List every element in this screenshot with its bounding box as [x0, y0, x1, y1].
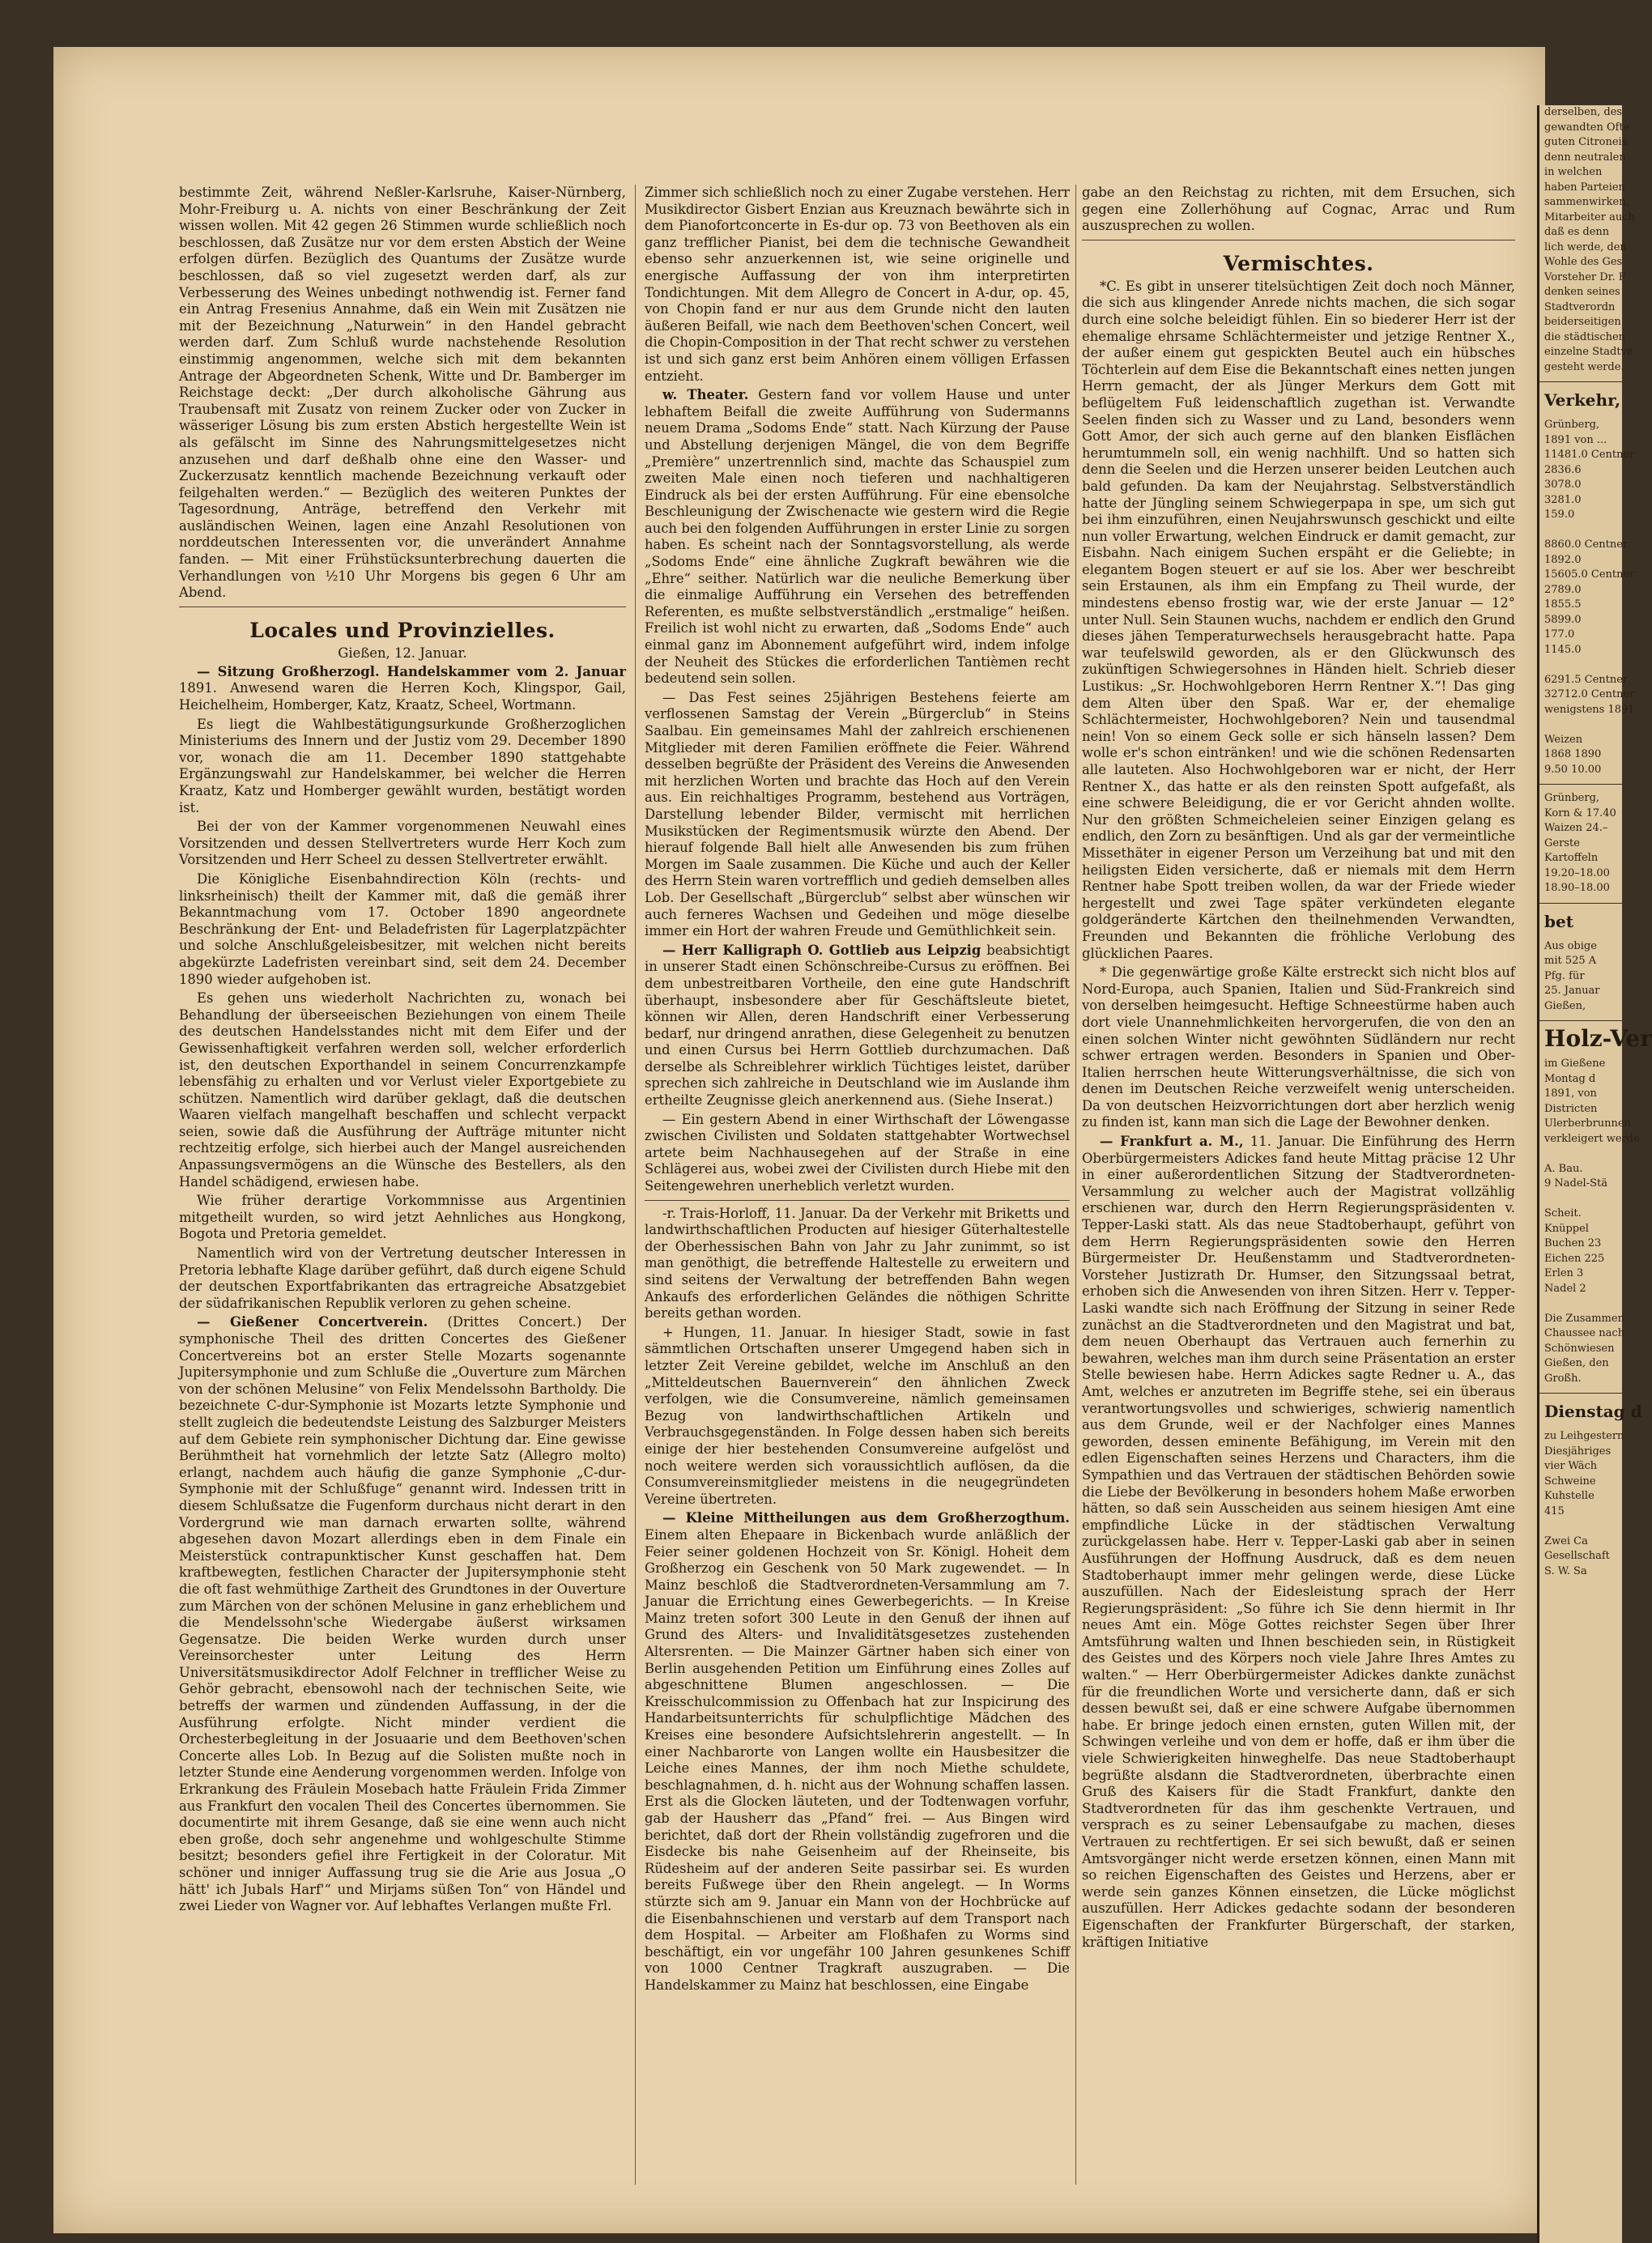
article-trais-horloff: -r. Trais-Horloff, 11. Januar. Da der Verkehr mit Briketts und landwirthschaftlichen Producten auf hiesiger Güterhaltestelle der Oberhessischen Bahn von Jahr zu Jahr zunimmt, so ist man genöthigt, die betreffende Haltestelle zu erweitern und sind seitens der Verwaltung der betreffenden Bahn wegen Ankaufs des erforderlichen Geländes die nöthigen Schritte bereits gethan worden. [645, 1205, 1070, 1322]
edge-line: Weizen [1544, 733, 1583, 746]
edge-line: A. Bau. [1544, 1162, 1583, 1175]
article-frankfurt [1082, 1134, 1515, 1951]
edge-line: 3078.0 [1544, 479, 1582, 491]
edge-line: guten Citroneis [1544, 136, 1628, 148]
edge-heading-dienstag: Dienstag d [1544, 1402, 1642, 1421]
divider [645, 1200, 1070, 1201]
edge-line: 19.20–18.00 [1544, 866, 1610, 879]
edge-line: derselben, des [1544, 106, 1623, 118]
edge-line: beiderseitigen [1544, 316, 1621, 328]
edge-line: 1145.0 [1544, 643, 1582, 656]
edge-line: 11481.0 Centner [1544, 449, 1635, 461]
edge-line: 25. Januar [1544, 985, 1600, 997]
paragraph: Bei der von der Kammer vorgenommenen Neuwahl eines Vorsitzenden und dessen Stellvertreters wurde Herr Koch zum Vorsitzenden und Herr Scheel zu dessen Stellvertreter erwählt. [179, 819, 626, 868]
edge-line: Mitarbeiter auch [1544, 211, 1635, 223]
column-2 [645, 185, 1070, 2201]
edge-line: Eichen 225 [1544, 1252, 1605, 1265]
edge-line: Gießen, [1544, 999, 1586, 1012]
edge-line: Kartoffeln [1544, 852, 1599, 864]
edge-line: Erlen 3 [1544, 1267, 1584, 1279]
article-lead: — Frankfurt a. M., [1100, 1134, 1244, 1150]
edge-line: Aus obige [1544, 939, 1597, 952]
edge-line: mit 525 A [1544, 955, 1597, 967]
edge-line: 15605.0 Centner [1544, 568, 1635, 581]
edge-line: Nadel 2 [1544, 1282, 1586, 1295]
edge-line: sammenwirken, [1544, 196, 1629, 208]
section-heading-vermischtes: Vermischtes. [1223, 251, 1374, 275]
edge-line: vier Wäch [1544, 1460, 1598, 1472]
edge-line: 2836.6 [1544, 463, 1582, 476]
edge-line [1539, 1192, 1622, 1207]
edge-line [1539, 658, 1622, 673]
divider [1539, 1393, 1622, 1394]
edge-line: 5899.0 [1544, 613, 1582, 626]
edge-line [1539, 1296, 1622, 1312]
edge-line: 177.0 [1544, 628, 1575, 641]
edge-line: Grünberg, [1544, 419, 1600, 431]
edge-holz-notice [1539, 1057, 1640, 1386]
edge-line [1539, 717, 1622, 733]
article-kalligraph [645, 943, 1070, 1109]
article-lead: — Herr Kalligraph O. Gottlieb aus Leipzig [662, 942, 981, 958]
edge-line: im Gießene [1544, 1058, 1606, 1070]
article-kleine-mittheilungen [645, 1510, 1070, 1994]
edge-line: 1855.5 [1544, 598, 1582, 611]
edge-line: Montag d [1544, 1072, 1596, 1085]
article-lead: — Kleine Mittheilungen aus dem Großherzogthum. [662, 1510, 1070, 1526]
edge-line [1539, 1147, 1622, 1162]
edge-line: einzelne Stadtve [1544, 346, 1633, 358]
edge-line: 18.90–18.00 [1544, 882, 1610, 894]
edge-text-top [1539, 105, 1635, 375]
paragraph: Namentlich wird von der Vertretung deutscher Interessen in Pretoria lebhafte Klage darüber geführt, daß durch eigene Schuld der deutschen Exportfabrikanten das ertragreiche Absatzgebiet der südafrikanischen Republik verloren zu gehen scheine. [179, 1245, 626, 1311]
edge-line [1539, 523, 1622, 538]
article-text: Einem alten Ehepaare in Bickenbach wurde anläßlich der Feier seiner goldenen Hochzeit von Sr. Königl. Hoheit dem Großherzog ein Geschenk von 50 Mark zugewendet. — In Mainz beschloß die Stadtverordneten-Versammlung am 7. Januar die Errichtung eines Gewerbegerichts. — In Kreise Mainz treten sofort 300 Leute in den Genuß der ihnen auf Grund des Alters- und Invaliditätsgesetzes zustehenden Altersrenten. — Die Mainzer Gärtner haben sich einer von Berlin ausgehenden Petition um Einführung eines Zolles auf abgeschnittene Blumen angeschlossen. — Die Kreisschulcommission zu Offenbach hat zur Inspicirung des Handarbeitsunterrichts für schulpflichtige Mädchen des Kreises eine besondere Aufsichtslehrerin angestellt. — In einer Nachbarorte von Langen wollte ein Hausbesitzer die Leiche eines Mannes, der ihm noch Miethe schuldete, beschlagnahmen, d. h. nicht aus der Wohnung schaffen lassen. Erst als die Glocken läuteten, und der Todtenwagen vorfuhr, gab der Hausherr das „Pfand“ frei. — Aus Bingen wird berichtet, daß dort der Rhein vollständig zugefroren und die Eisdecke bis nahe Geisenheim auf der Rheinseite, bis Rüdesheim auf der anderen Seite passirbar sei. Es wurden bereits Fußwege über den Rhein angelegt. — In Worms stürzte sich am 9. Januar ein Mann von der Hochbrücke auf die Eisenbahnschienen und verstarb auf dem Transport nach dem Hospital. — Arbeiter am Floßhafen zu Worms sind beschäftigt, ein vor ungefähr 100 Jahren gesunkenes Schiff von 1000 Centner Tragkraft auszugraben. — Die Handelskammer zu Mainz hat beschlossen, eine Eingabe [645, 1526, 1070, 1993]
column-1 [179, 185, 626, 2201]
divider [1539, 903, 1622, 904]
edge-notice-end [1539, 1429, 1622, 1579]
edge-line: 2789.0 [1544, 583, 1582, 596]
edge-line: Gerste [1544, 836, 1580, 849]
edge-line: 3281.0 [1544, 493, 1582, 506]
edge-line: 32712.0 Centner [1544, 688, 1635, 700]
paragraph: Es liegt die Wahlbestätigungsurkunde Großherzoglichen Ministeriums des Innern und der Justiz vom 29. December 1890 vor, wonach die am 11. December 1890 stattgehabte Ergänzungswahl zur Handelskammer, bei welcher die Herren Kraatz, Katz und Homberger gewählt wurden, bestätigt worden ist. [179, 716, 626, 815]
edge-heading-verkehr: Verkehr, [1544, 390, 1621, 410]
edge-line: zu Leihgestern [1544, 1430, 1624, 1442]
newspaper-page [53, 47, 1545, 2233]
edge-line: Kuhstelle [1544, 1490, 1595, 1502]
edge-line: Districten [1544, 1102, 1598, 1115]
column-divider [1075, 185, 1076, 2185]
edge-line: 1868 1890 [1544, 748, 1602, 760]
edge-heading-holz: Holz-Ver [1544, 1025, 1652, 1052]
edge-table-1 [1539, 418, 1635, 777]
edge-line: die städtischen [1544, 330, 1626, 343]
edge-line: 1891 von ... [1544, 433, 1607, 446]
edge-line: 6291.5 Centner [1544, 673, 1629, 686]
edge-line [1539, 1519, 1622, 1534]
edge-line: Zwei Ca [1544, 1534, 1588, 1547]
edge-line: denken seines [1544, 286, 1620, 298]
edge-line: Die Zusammen [1544, 1312, 1624, 1325]
edge-line: daß es denn [1544, 226, 1610, 238]
article-lead: w. Theater. [662, 387, 749, 403]
paragraph: Die Königliche Eisenbahndirection Köln (rechts- und linksrheinisch) theilt der Kammer mit, daß die gemäß ihrer Bekanntmachung vom 17. October 1890 angeordnete Beschränkung der Ent- und Beladefristen für Lagerplatzpächter und solche Anschlußgeleisbesitzer, mit welchen nicht bereits abgekürzte Ladefristen vereinbart sind, seit dem 24. December 1890 wieder aufgehoben ist. [179, 870, 626, 987]
article-text: beabsichtigt in unserer Stadt einen Schönschreibe-Cursus zu eröffnen. Bei dem unbestreitbaren Vortheile, den eine gute Handschrift überhaupt, insbesondere aber für Geschäftsleute bietet, können wir Allen, deren Handschrift einer Verbesserung bedarf, nur dringend anrathen, diese Gelegenheit zu benutzen und einen Cursus bei Herrn Gottlieb durchzumachen. Daß derselbe als Schreiblehrer wirklich Tüchtiges leistet, darüber sprechen sich zahlreiche in Deutschland wie im Auslande ihm ertheilte Zeugnisse gleich anerkennend aus. (Siehe Inserat.) [645, 942, 1070, 1109]
article-text: 11. Januar. Die Einführung des Herrn Oberbürgermeisters Adickes fand heute Mittag präcise 12 Uhr in einer außerordentlichen Sitzung der Stadtverordneten-Versammlung zu welcher auch der Magistrat vollzählig erschienen war, durch den Herrn Regierungspräsidenten v. Tepper-Laski statt. Als das neue Stadtoberhaupt, geführt von dem Herrn Regierungspräsidenten sowie den Herren Bürgermeister Dr. Heußenstamm und Stadtverordneten-Vorsteher Justizrath Dr. Humser, den Sitzungssaal betrat, erhoben sich die Anwesenden von ihren Sitzen. Herr v. Tepper-Laski wandte sich nach Eröffnung der Sitzung in seiner Rede zunächst an die Stadtverordneten und den Magistrat und bat, dem neuen Oberhaupt das Vertrauen auch fernerhin zu bewahren, welches man ihm durch seine Präsentation an erster Stelle bewiesen habe. Herrn Adickes sagte Redner u. A., das Amt, welches er anzutreten im Begriffe stehe, sei ein überaus verantwortungsvolles und schwieriges, schwierig namentlich aus dem Grunde, weil er der Nachfolger eines Mannes geworden, dessen eminente Befähigung, im Verein mit den edlen Eigenschaften seines Herzens und Characters, ihm die Sympathien und das Vertrauen der städtischen Behörden sowie die Liebe der Bevölkerung in besonders hohem Maße erworben hätten, so daß sein Ausscheiden aus seinem hiesigen Amt eine empfindliche Lücke in der städtischen Verwaltung zurückgelassen habe. Herr v. Tepper-Laski gab aber in seinen Ausführungen der Hoffnung Ausdruck, daß es dem neuen Stadtoberhaupt immer mehr gelingen werde, diese Lücke auszufüllen. Nach der Eidesleistung sprach der Herr Regierungspräsident: „So führe ich Sie denn hiermit in Ihr neues Amt ein. Möge Gottes reichster Segen über Ihrer Amtsführung walten und Ihnen beschieden sein, in Rüstigkeit des Geistes und des Körpers noch viele Jahre Ihres Amtes zu walten.“ — Herr Oberbürgermeister Adickes dankte zunächst für die freundlichen Worte und versicherte dann, daß er sich dessen bewußt sei, daß er eine schwere Aufgabe übernommen habe. Er bringe jedoch einen ernsten, guten Willen mit, der Schwingen verleihe und von dem er hoffe, daß er ihm über die viele Schwierigkeiten hinweghelfe. Das neue Stadtoberhaupt begrüßte alsdann die Stadtverordneten, überbrachte einen Gruß des Kaisers für die Stadt Frankfurt, dankte den Stadtverordneten für das ihm geschenkte Vertrauen, und versprach es zu seiner Lebensaufgabe zu machen, dieses Vertrauen zu rechtfertigen. Er sei sich bewußt, daß er seinen Amtsvorgänger nicht werde ersetzen können, einen Mann mit so reichen Eigenschaften des Geistes und Herzens, aber er werde sein ganzes Können einsetzen, die Lücke möglichst auszufüllen. Herr Adickes gedachte sodann der besonderen Eigenschaften der Frankfurter Bürgerschaft, der starken, kräftigen Initiative [1082, 1134, 1515, 1950]
edge-line: gewandten Ofte [1544, 121, 1630, 134]
edge-table-2 [1539, 791, 1622, 896]
edge-line: Scheit. [1544, 1207, 1582, 1219]
edge-line: Korn & 17.40 [1544, 807, 1616, 819]
article-hungen: + Hungen, 11. Januar. In hiesiger Stadt, sowie in fast sämmtlichen Ortschaften unserer Umgegend haben sich in letzter Zeit Vereine gebildet, welche im Anschluß an den „Mitteldeutschen Bauernverein“ den ähnlichen Zweck verfolgen, wie die Consumvereine, nämlich gemeinsamen Bezug von landwirthschaftlichen Artikeln und Verbrauchsgegenständen. In Folge dessen haben sich bereits einige der hier bestehenden Consumvereine aufgelöst und noch weitere werden sich voraussichtlich auflösen, da die Consumvereinsmitglieder meistens in die neugegründeten Vereine übertreten. [645, 1324, 1070, 1507]
edge-line: verkleigert werde [1544, 1132, 1640, 1145]
article-text: (Drittes Concert.) Der symphonische Theil des dritten Concertes des Gießener Concertvereins bot an erster Stelle Mozarts sogenannte Jupitersymphonie und zum Schluße die „Ouverture zum Märchen von der schönen Melusine“ von Felix Mendelssohn Bartholdy. Die bezeichnete C-dur-Symphonie ist Mozarts letzte Symphonie und stellt zugleich die bedeutendste Leistung des Salzburger Meisters auf dem Gebiete rein symphonischer Dichtung dar. Eine gewisse Berühmtheit hat vornehmlich der letzte Satz (Allegro molto) erlangt, nachdem auch häufig die ganze Symphonie „C-dur-Symphonie mit der Schlußfuge“ genannt wird. Indessen tritt in diesem Schlußsatze die Fugenform durchaus nicht derart in den Vordergrund wie man darnach erwarten sollte, während abgesehen davon Mozart allerdings eben in dem Finale ein Meisterstück contrapunktischer Kunst geschaffen hat. Dem kraftbewegten, festlichen Character der Jupitersymphonie steht die oft fast wehmüthige Zartheit des Grundtones in der Ouverture zum Märchen von der schönen Melusine in ganz erheblichem und die Mendelssohn'sche Wiedergabe äußerst wirksamen Gegensatze. Die beiden Werke wurden durch unser Vereinsorchester unter Leitung des Herrn Universitätsmusikdirector Adolf Felchner in trefflicher Weise zu Gehör gebracht, ebensowohl nach der technischen Seite, wie betreffs der warmen und zündenden Auffassung, in der die Ausführung erfolgte. Nicht minder verdient die Orchesterbegleitung in der Josuaarie und dem Beethoven'schen Concerte alles Lob. In Bezug auf die Solisten mußte noch in letzter Stunde eine Aenderung vorgenommen werden. Infolge von Erkrankung des Fräulein Mosebach hatte Fräulein Frida Zimmer aus Frankfurt den vocalen Theil des Concertes übernommen. Sie documentirte mit ihrem Gesange, daß sie eine wenn auch nicht eben große, doch sehr angenehme und wohlgeschulte Stimme besitzt; besonders gefiel ihre Fertigkeit in der Coloratur. Mit schöner und inniger Auffassung trug sie die Arie aus Josua „O hätt' ich Jubals Harf'“ und Mirjams süßen Ton“ von Händel und zwei Lieder von Wagner vor. Auf lebhaftes Verlangen mußte Frl. [179, 1314, 626, 1914]
article-handelskammer [179, 664, 626, 714]
column-divider [635, 185, 636, 2185]
paragraph: Es gehen uns wiederholt Nachrichten zu, wonach bei Behandlung der überseeischen Beziehungen von einem Theile des deutschen Handelsstandes nicht mit dem Eifer und der Gewissenhaftigkeit verfahren werden soll, welcher erforderlich ist, den deutschen Exporthandel in seinem Concurrenzkampfe lebensfähig zu erhalten und vor Verlust vieler Exportgebiete zu schützen. Namentlich wird darüber geklagt, daß die deutschen Waaren vielfach mangelhaft beschaffen und schlecht verpackt seien, sowie daß die Ausführung der Aufträge mitunter nicht rechtzeitig erfolge, sich hierbei auch der Mangel ausreichenden Anpassungsvermögens an die Wünsche des Bestellers, als den Handel schädigend, erwiesen habe. [179, 990, 626, 1190]
edge-line: Diesjähriges [1544, 1445, 1612, 1458]
paragraph: Wie früher derartige Vorkommnisse aus Argentinien mitgetheilt wurden, so wird jetzt Aehnliches aus Hongkong, Bogota und Pretoria gemeldet. [179, 1193, 626, 1242]
edge-line: Stadtverordn [1544, 300, 1616, 313]
edge-line: 159.0 [1544, 509, 1575, 521]
article-lead: — Sitzung Großherzogl. Handelskammer vom 2. Januar [197, 663, 626, 679]
edge-line: Schweine [1544, 1475, 1596, 1488]
edge-line: 9 Nadel-Stä [1544, 1177, 1607, 1190]
article-kaelte: * Die gegenwärtige große Kälte erstreckt sich nicht blos auf Nord-Europa, auch Spanien, Italien und Süd-Frankreich sind von derselben heimgesucht. Heftige Schneestürme haben auch dort viele Unannehmlichkeiten hervorgerufen, die von den an einen solchen Winter nicht gewöhnten Südländern nur recht schwer ertragen werden. Besonders in Spanien und Ober-Italien herrschen heute Witterungsverhältnisse, die sich von denen im Deutschen Reiche verzweifelt wenig unterscheiden. Da von deutschen Heizvorrichtungen dort aber herzlich wenig zu finden ist, kann man sich die Lage der Bewohner denken. [1082, 964, 1515, 1130]
edge-line: Grünberg, [1544, 792, 1600, 804]
article-concertverein [179, 1314, 626, 1914]
edge-heading-bet: bet [1544, 911, 1573, 931]
edge-line: 415 [1544, 1505, 1565, 1517]
article-text: 1891. Anwesend waren die Herren Koch, Klingspor, Gail, Heichelheim, Homberger, Katz, Kraatz, Scheel, Wortmann. [179, 680, 626, 713]
edge-line: in welchen [1544, 166, 1603, 178]
article-continuation: gabe an den Reichstag zu richten, mit dem Ersuchen, sich gegen eine Zollerhöhung auf Cognac, Arrac und Rum auszusprechen zu wollen. [1082, 185, 1515, 234]
edge-line: 1891, von [1544, 1087, 1597, 1100]
edge-line: Knüppel [1544, 1222, 1589, 1235]
article-schlaegerei: — Ein gestern Abend in einer Wirthschaft der Löwengasse zwischen Civilisten und Soldaten stattgehabter Wortwechsel artete beim Nachhausegehen auf der Straße in eine Schlägerei aus, wobei zwei der Civilisten durch Hiebe mit den Seitengewehren unerheblich verletzt wurden. [645, 1111, 1070, 1194]
divider [1539, 784, 1622, 785]
article-text: Gestern fand vor vollem Hause und unter lebhaftem Beifall die zweite Aufführung von Sudermanns neuem Drama „Sodoms Ende“ statt. Nach Kürzung der Pause und Abstellung derjenigen Mängel, die von dem Begriffe „Première“ unzertrennlich sind, machte das Schauspiel zum zweiten Male einen noch tieferen und nachhaltigeren Eindruck als bei der ersten Aufführung. Für eine ebensolche Beschleunigung der Zwischenacte wie gestern wird die Regie auch bei den folgenden Aufführungen in erster Linie zu sorgen haben. Es scheint nach der Sonntagsvorstellung, als werde „Sodoms Ende“ eine ähnliche Zugkraft bewähren wie die „Ehre“ seither. Natürlich war die neuliche Bemerkung über die einmalige Aufführung ein Versehen des betreffenden Referenten, es mußte selbstverständlich „erstmalige“ heißen. Freilich ist wohl nicht zu erwarten, daß „Sodoms Ende“ auch einmal ganz im Abonnement aufgeführt wird, indem infolge der Neuheit des Stückes die erforderlichen Tantièmen recht bedeutend sein sollen. [645, 387, 1070, 687]
edge-line: 9.50 10.00 [1544, 763, 1602, 776]
edge-line: 8860.0 Centner [1544, 538, 1629, 551]
column-3 [1082, 185, 1515, 2201]
edge-line: Ulerberbrunnen [1544, 1117, 1631, 1130]
article-continuation: bestimmte Zeit, während Neßler-Karlsruhe, Kaiser-Nürnberg, Mohr-Freiburg u. A. nichts von einer Beschränkung der Zeit wissen wollen. Mit 42 gegen 26 Stimmen wurde schließlich noch beschlossen, daß Zusätze nur vor dem ersten Abstich der Weine erfolgen dürfen. Bezüglich des Quantums der Zusätze wurde beschlossen, daß so viel zugesetzt werden darf, als zur Verbesserung des Weines unbedingt nothwendig ist. Ferner fand ein Antrag Fresenius Annahme, daß ein Wein mit Zusätzen nie mit der Bezeichnung „Naturwein“ in den Handel gebracht werden darf. Zum Schluß wurde nachstehende Resolution einstimmig angenommen, welche sich mit dem bekannten Antrage der Abgeordneten Schenk, Witte und Dr. Bamberger im Reichstage deckt: „Der durch alkoholische Gährung aus Traubensaft mit Zusatz von reinem Zucker oder von Zucker in wässeriger Lösung bis zum ersten Abstich hergestellte Wein ist als gefälscht im Sinne des Nahrungsmittelgesetzes nicht anzusehen und darf deßhalb ohne eine den Wasser- und Zuckerzusatz kenntlich machende Bezeichnung verkauft oder feilgehalten werden.“ — Bezüglich des weiteren Punktes der Tagesordnung, Anträge, betreffend den Verkehr mit ausländischen Weinen, lagen eine Anzahl Resolutionen von norddeutschen Interessenten vor, die unverändert Annahme fanden. — Mit einer Frühstücksunterbrechung dauerten die Verhandlungen von ½10 Uhr Morgens bis gegen 6 Uhr am Abend. [179, 185, 626, 601]
divider [1539, 1020, 1622, 1021]
edge-line: Pfg. für [1544, 969, 1585, 982]
section-heading-locales: Locales und Provinzielles. [249, 618, 556, 642]
edge-line: Vorsteher Dr. F [1544, 270, 1626, 283]
article-continuation: Zimmer sich schließlich noch zu einer Zugabe verstehen. Herr Musikdirector Gisbert Enzian aus Kreuznach bewährte sich in dem Pianofortconcerte in Es-dur op. 73 von Beethoven als ein ganz trefflicher Pianist, bei dem die technische Gewandheit ebenso sehr anzuerkennen ist, wie seine originelle und energische Auffassung der von ihm interpretirten Tondichtungen. Mit dem Allegro de Concert in A-dur, op. 45, von Chopin fand er nur aus dem Grunde nicht den lauten äußeren Beifall, wie nach dem Beethoven'schen Concert, weil die Chopin-Composition in der That recht schwer zu verstehen ist und sich ganz erst beim Anhören einem völligen Erfassen entzieht. [645, 185, 1070, 384]
edge-line: Waizen 24.– [1544, 822, 1608, 834]
adjacent-page-edge [1537, 105, 1652, 2243]
edge-line: Schönwiesen [1544, 1342, 1615, 1355]
edge-line: haben Parteien [1544, 181, 1625, 194]
edge-line: wenigstens 1891 [1544, 703, 1635, 716]
divider [1539, 381, 1622, 382]
article-lead: — Gießener Concertverein. [197, 1314, 428, 1330]
edge-line: gesteht werde. [1544, 360, 1624, 373]
edge-line: S. W. Sa [1544, 1564, 1587, 1577]
edge-notice [1539, 939, 1622, 1015]
edge-line: Wohle des Ges [1544, 256, 1623, 268]
edge-line: denn neutralen [1544, 151, 1626, 164]
article-buergerclub: — Das Fest seines 25jährigen Bestehens feierte am verflossenen Samstag der Verein „Bürgerclub“ in Steins Saalbau. Ein gemeinsames Mahl der zahlreich erschienenen Mitglieder mit deren Familien eröffnete die Feier. Während desselben begrüßte der Präsident des Vereins die Anwesenden mit herzlichen Worten und brachte das Hoch auf den Verein aus. Ein reichhaltiges Programm, bestehend aus Vorträgen, Darstellung lebender Bilder, vermischt mit herrlichen Musikstücken der Regimentsmusik würzte den Abend. Der hierauf folgende Ball hielt alle Anwesenden bis zum frühen Morgen im Saale zusammen. Die Küche und auch der Keller des Herrn Stein waren vortrefflich und gedieh demselben alles Lob. Der Gesellschaft „Bürgerclub“ selbst aber wünschen wir auch ferneres Wachsen und Gedeihen und möge dieselbe immer ein Hort der wahren Freude und Gemüthlichkeit sein. [645, 689, 1070, 939]
edge-line: Großh. [1544, 1372, 1582, 1385]
edge-line: Chaussee nach [1544, 1327, 1625, 1339]
edge-line: Buchen 23 [1544, 1237, 1602, 1249]
dateline: Gießen, 12. Januar. [338, 645, 467, 661]
edge-line: lich werde, den [1544, 240, 1627, 253]
edge-line: Gesellschaft [1544, 1550, 1610, 1562]
edge-line: 1892.0 [1544, 553, 1582, 566]
article-rentner: *C. Es gibt in unserer titelsüchtigen Zeit doch noch Männer, die sich aus klingender Anrede nichts machen, die sich sogar durch eine solche beleidigt fühlen. Ein so biederer Herr ist der ehemalige ehrsame Schlächtermeister und jetzige Rentner X., der außer einem gut gespickten Beutel auch ein hübsches Töchterlein auf dem Eise die Bekanntschaft eines netten jungen Herrn gemacht, der als Jünger Merkurs dem Gott mit beflügeltem Fuß leidenschaftlich zugethan ist. Verwandte Seelen finden sich zu Wasser und zu Land, besonders wenn Gott Amor, der sich auch gerne auf den blanken Eisflächen herumtummeln soll, ein wenig nachhilft. Und so hatten sich denn die Seelen und die Herzen unserer beiden Leutchen auch bald gefunden. Da kam der Neujahrstag. Selbstverständlich hatte der Jüngling seinem Schwiegerpapa in spe, um sich gut bei ihm einzuführen, einen Neujahrswunsch geschickt und eilte nun voller Erwartung, welchen Eindruck er damit gemacht, zur Eisbahn. Nach einigem Suchen erspäht er die Geliebte; in elegantem Bogen steuert er auf sie los. Aber wer beschreibt sein Erstaunen, als ihm ein Empfang zu Theil wurde, der mindestens ebenso frostig war, wie der erste Januar — 12° unter Null. Sein Staunen wuchs, nachdem er endlich den Grund dieses jähen Temperaturwechsels herausgebracht hatte. Papa war teufelswild geworden, als er den Glückwunsch des zukünftigen Schwiegersohnes in Händen hielt. Schrieb dieser Lustikus: „Sr. Hochwohlgeboren Herrn Rentner X.“! Das ging dem Alten über den Spaß. War er, der ehemalige Schlächtermeister, Hochwohlgeboren? Nein und tausendmal nein! Von so einem Geck solle er sich hänseln lassen? Dem wolle er's schon eintränken! und wie die schönen Redensarten alle lauteten. Also Hochwohlgeboren war er nicht, der Herr Rentner X., das hatte er als den reinsten Spott aufgefaßt, als eine schwere Beleidigung, die er vor Gericht ahnden wollte. Nur den größten Schmeicheleien seiner Einzigen gelang es endlich, den Zorn zu besänftigen. Und als gar der vermeintliche Missethäter in eigener Person um Verzeihung bat und mit den heiligsten Eiden versicherte, daß er niemals mit dem Herrn Rentner habe Spott treiben wollen, da war der Friede wieder hergestellt und zwei Tage später verkündeten elegante goldgeränderte Kärtchen den theilnehmenden Verwandten, Freunden und Bekannten die fröhliche Verlobung des glücklichen Paares. [1082, 278, 1515, 961]
edge-line: Gießen, den [1544, 1357, 1609, 1369]
article-theater [645, 387, 1070, 687]
